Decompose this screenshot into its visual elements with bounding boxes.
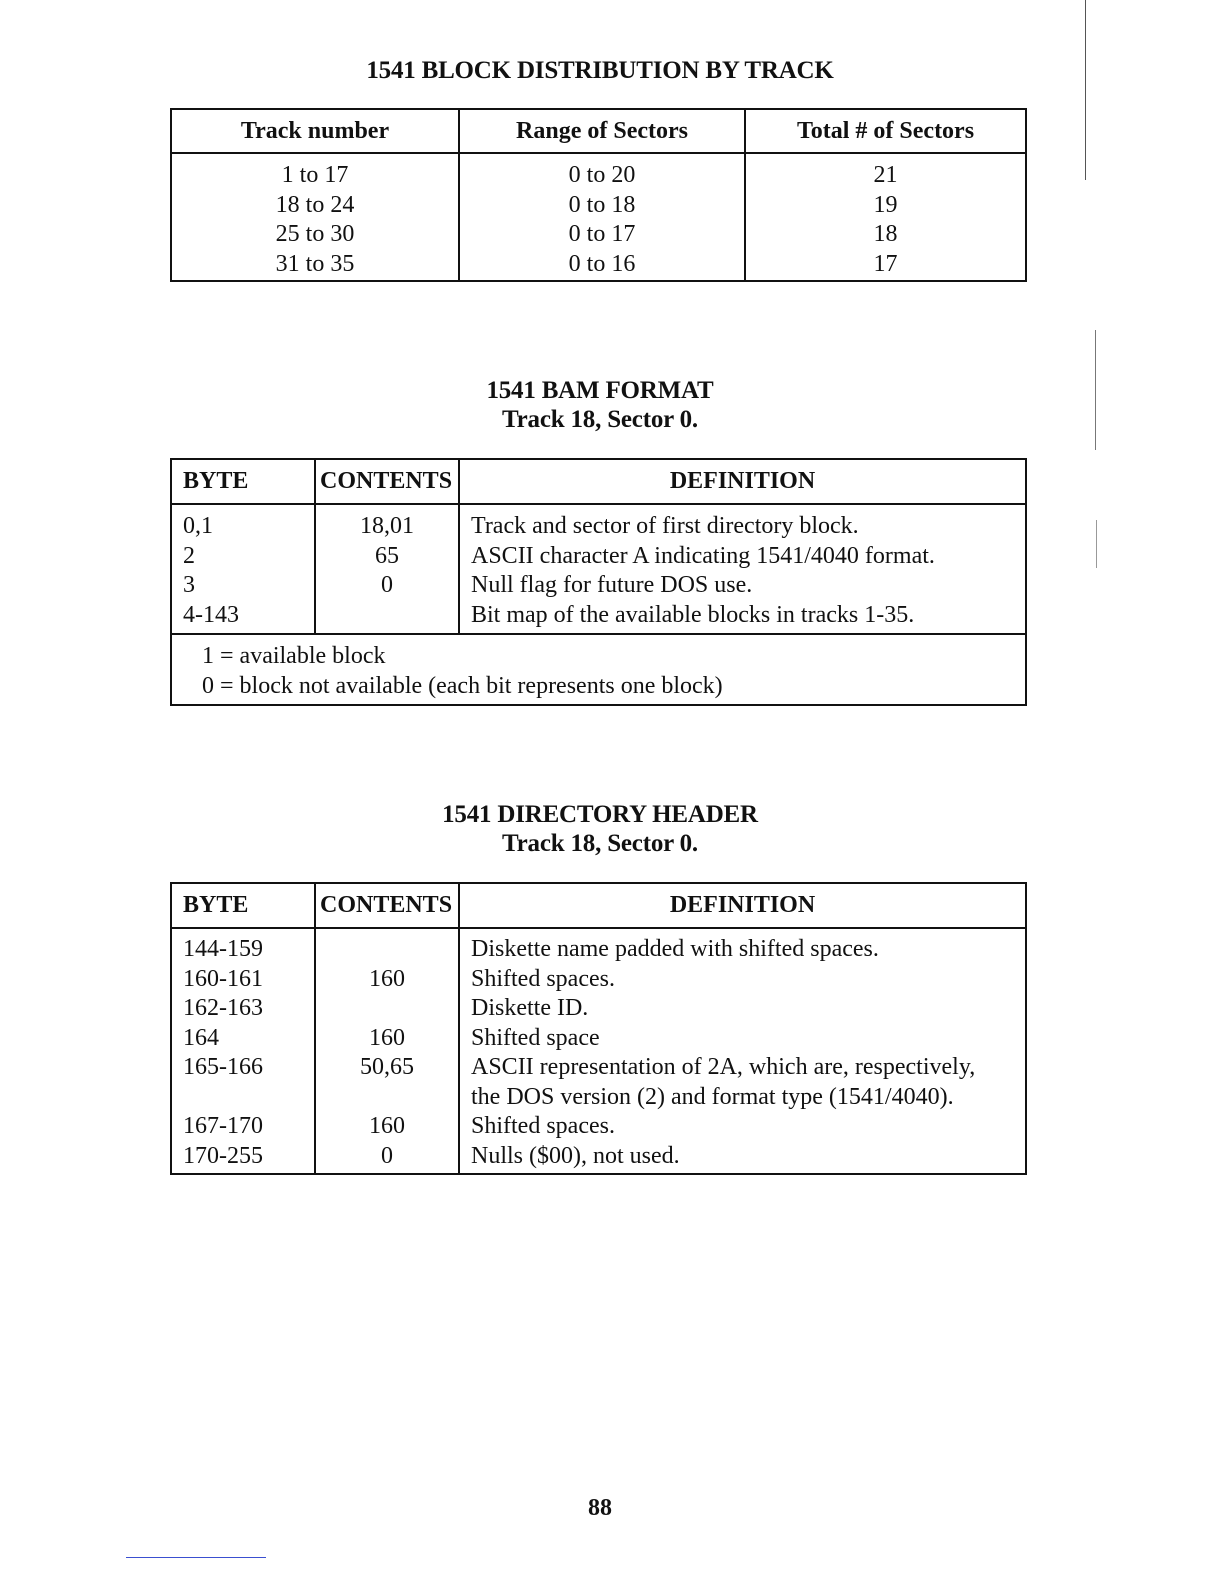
total-sectors-column — [746, 154, 1025, 280]
table-header-row — [172, 884, 1025, 929]
directory-header-table — [170, 882, 1027, 1175]
contents-column — [316, 929, 460, 1173]
table-cell: 0 — [381, 1142, 393, 1169]
table-cell: 167-170 — [183, 1113, 263, 1139]
table-cell: Null flag for future DOS use. — [471, 572, 753, 598]
table-cell: Bit map of the available blocks in tracks 1-35. — [471, 601, 915, 628]
byte-column — [172, 929, 316, 1173]
table-cell: 0 to 18 — [568, 191, 636, 218]
table-cell: 144-159 — [183, 936, 263, 962]
bam-format-subtitle: Track 18, Sector 0. — [502, 406, 698, 433]
table-cell: 0 to 16 — [568, 250, 636, 277]
header-contents: CONTENTS — [316, 884, 460, 927]
table-cell: 0 to 17 — [568, 221, 636, 247]
table-cell: 164 — [183, 1024, 219, 1051]
table-cell: 160-161 — [183, 965, 263, 992]
table-body — [172, 505, 1025, 633]
table-cell — [183, 1083, 314, 1113]
table-cell — [316, 1083, 458, 1113]
header-byte: BYTE — [172, 884, 316, 927]
header-contents: CONTENTS — [316, 460, 460, 503]
byte-column — [172, 505, 316, 633]
footer-rule — [126, 1557, 266, 1558]
header-track-number: Track number — [172, 110, 460, 152]
table-cell: ASCII representation of 2A, which are, respectively, — [471, 1054, 976, 1080]
table-body — [172, 929, 1025, 1173]
bam-legend — [172, 633, 1025, 704]
table-cell: 160 — [369, 965, 405, 992]
legend-line: 0 = block not available (each bit represents one block) — [202, 673, 723, 699]
contents-column — [316, 505, 460, 633]
table-cell: Track and sector of first directory block. — [471, 513, 859, 539]
table-cell: 18 to 24 — [275, 191, 355, 218]
scan-edge-line — [1085, 0, 1086, 180]
header-definition: DEFINITION — [669, 892, 816, 918]
header-range-of-sectors: Range of Sectors — [460, 110, 746, 152]
table-cell: 160 — [369, 1024, 405, 1051]
table-cell: 19 — [873, 191, 898, 218]
header-byte: BYTE — [172, 460, 316, 503]
directory-header-subtitle: Track 18, Sector 0. — [502, 830, 698, 857]
table-cell: 160 — [369, 1113, 405, 1139]
table-cell: 17 — [873, 250, 898, 277]
table-cell: 21 — [873, 162, 898, 188]
table-cell: Diskette name padded with shifted spaces. — [471, 936, 879, 962]
table-cell: 0 to 20 — [568, 162, 636, 188]
track-number-column — [172, 154, 460, 280]
table-cell: 31 to 35 — [275, 250, 355, 277]
table-cell: Shifted spaces. — [471, 965, 615, 992]
table-cell: Shifted space — [471, 1024, 600, 1051]
table-header-row — [172, 110, 1025, 154]
table-cell: the DOS version (2) and format type (1541/4040). — [471, 1083, 954, 1110]
table-cell: 18 — [873, 221, 898, 247]
table-cell: Nulls ($00), not used. — [471, 1142, 680, 1169]
block-distribution-title: 1541 BLOCK DISTRIBUTION BY TRACK — [366, 57, 834, 84]
table-cell: 65 — [375, 542, 399, 569]
page-number: 88 — [588, 1495, 612, 1521]
table-cell — [316, 935, 458, 965]
legend-line: 1 = available block — [202, 643, 386, 669]
bam-format-title: 1541 BAM FORMAT — [486, 377, 714, 404]
table-cell: 1 to 17 — [281, 162, 349, 188]
table-cell: Shifted spaces. — [471, 1113, 615, 1139]
table-header-row — [172, 460, 1025, 505]
table-cell: Diskette ID. — [471, 995, 589, 1021]
table-cell: 50,65 — [360, 1054, 414, 1080]
table-cell: 2 — [183, 542, 195, 569]
table-cell: 4-143 — [183, 601, 239, 628]
definition-column — [460, 505, 1025, 633]
scan-edge-line — [1095, 330, 1096, 450]
table-cell: 170-255 — [183, 1142, 263, 1169]
table-cell: 3 — [183, 572, 195, 598]
range-of-sectors-column — [460, 154, 746, 280]
table-cell: ASCII character A indicating 1541/4040 format. — [471, 542, 935, 569]
header-definition: DEFINITION — [669, 468, 816, 494]
table-cell: 165-166 — [183, 1054, 263, 1080]
table-body — [172, 154, 1025, 280]
table-cell — [316, 601, 458, 631]
definition-column — [460, 929, 1025, 1173]
header-total-sectors: Total # of Sectors — [796, 117, 975, 144]
block-distribution-table — [170, 108, 1027, 282]
table-cell: 18,01 — [360, 513, 414, 539]
scan-edge-line — [1096, 520, 1097, 568]
bam-format-table — [170, 458, 1027, 706]
table-cell: 25 to 30 — [275, 221, 355, 247]
directory-header-title: 1541 DIRECTORY HEADER — [442, 801, 758, 828]
table-cell: 0 — [381, 572, 393, 598]
table-cell: 0,1 — [183, 513, 213, 539]
table-cell — [316, 994, 458, 1024]
table-cell: 162-163 — [183, 995, 263, 1021]
